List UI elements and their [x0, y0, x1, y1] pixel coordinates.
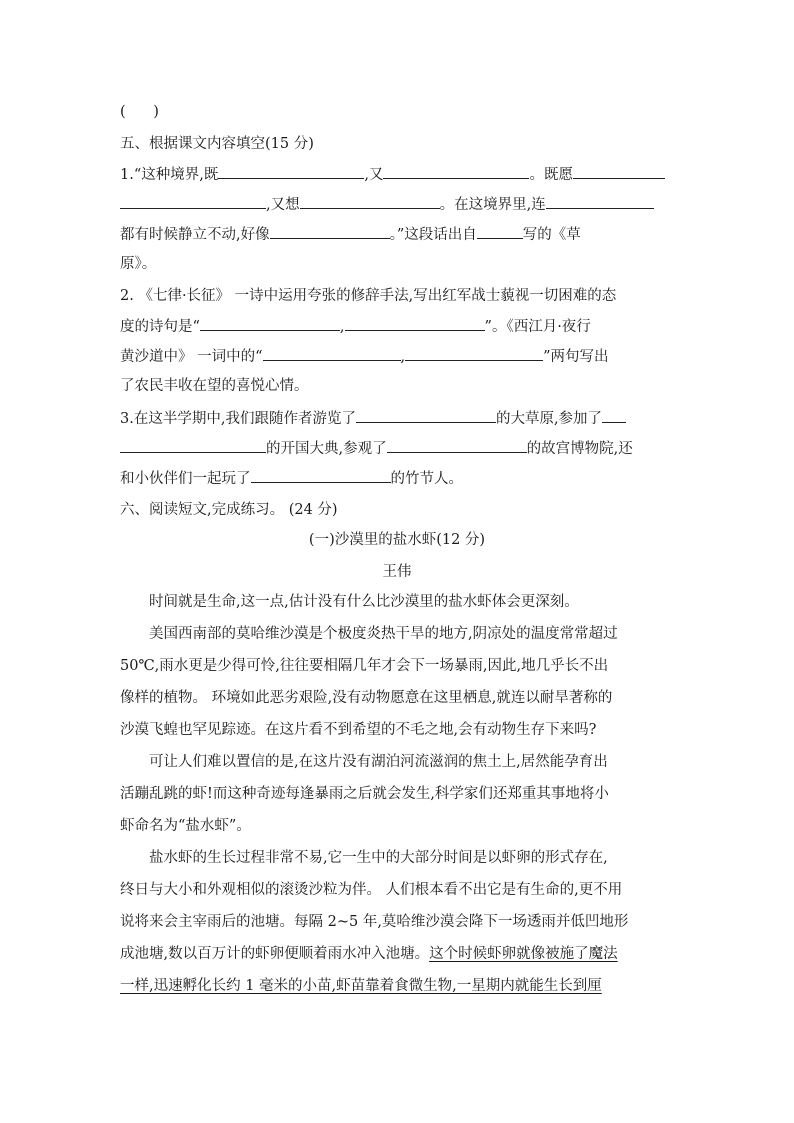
q3-text: 的大草原,参加了 [495, 411, 603, 427]
q1-text: 。既愿 [529, 167, 573, 183]
q3-text: 和小伙伴们一起玩了 [120, 471, 251, 487]
answer-blank[interactable] [120, 436, 266, 453]
answer-blank[interactable] [477, 222, 523, 239]
passage-author: 王伟 [382, 564, 412, 580]
paragraph-4-line: 终日与大小和外观相似的滚烫沙粒为伴。 人们根本看不出它是有生命的,更不用 [120, 882, 623, 898]
paragraph-text: 成池塘,数以百万计的虾卵便顺着雨水冲入池塘。 [120, 946, 430, 962]
q2-line-1: 2. 《七律·长征》 一诗中运用夸张的修辞手法,写出红军战士藐视一切困难的态 [120, 288, 617, 304]
answer-blank[interactable] [270, 222, 390, 239]
q2-text: , [400, 349, 406, 365]
q3-line-3 [120, 466, 674, 490]
paragraph-4-line-underlined [120, 974, 674, 998]
paragraph-4-line: 盐水虾的生长过程非常不易,它一生中的大部分时间是以虾卵的形式存在, [149, 850, 608, 866]
q1-line-4: 原》。 [120, 256, 157, 272]
q1-text: ,又想 [266, 197, 300, 213]
q2-line-2 [120, 314, 674, 338]
q1-text: 。”这段话出自 [389, 227, 477, 243]
q2-text: ”两句写出 [543, 349, 609, 365]
q1-text: 都有时候静立不动,好像 [120, 227, 270, 243]
answer-blank[interactable] [251, 466, 391, 483]
paragraph-2-line: 美国西南部的莫哈维沙漠是个极度炎热干旱的地方,阴凉处的温度常常超过 [149, 626, 618, 642]
answer-blank[interactable] [602, 406, 626, 423]
paragraph-1: 时间就是生命,这一点,估计没有什么比沙漠里的盐水虾体会更深刻。 [149, 594, 579, 610]
paragraph-2-line: 沙漠飞蝗也罕见踪迹。在这片看不到希望的不毛之地,会有动物生存下来吗? [120, 722, 597, 738]
q2-line-3 [120, 344, 674, 368]
answer-blank[interactable] [383, 162, 529, 179]
paragraph-3-line: 活蹦乱跳的虾!而这种奇迹每逢暴雨之后就会发生,科学家们还郑重其事地将小 [120, 786, 609, 802]
q1-text: ,又 [364, 167, 384, 183]
paragraph-3-line: 虾命名为“盐水虾”。 [120, 818, 251, 834]
answer-blank[interactable] [546, 192, 654, 209]
paragraph-4-line: 说将来会主宰雨后的池塘。每隔 2~5 年,莫哈维沙漠会降下一场透雨并低凹地形 [120, 914, 629, 930]
paragraph-3-line: 可让人们难以置信的是,在这片没有湖泊河流滋润的焦土上,居然能孕育出 [149, 754, 608, 770]
section-5-title: 五、根据课文内容填空(15 分) [120, 136, 314, 152]
q3-line-2 [120, 436, 674, 460]
answer-bracket [120, 100, 674, 124]
paragraph-4-line [120, 942, 674, 966]
q3-text: 的开国大典,参观了 [266, 441, 387, 457]
answer-blank[interactable] [405, 344, 543, 361]
passage-title: (一)沙漠里的盐水虾(12 分) [308, 532, 486, 548]
answer-blank[interactable] [387, 436, 527, 453]
section-6-title: 六、阅读短文,完成练习。 (24 分) [120, 502, 338, 518]
q2-line-4: 了农民丰收在望的喜悦心情。 [120, 378, 309, 394]
q3-line-1 [120, 406, 674, 430]
q1-text: 写的《草 [522, 227, 581, 243]
answer-blank[interactable] [300, 192, 440, 209]
answer-blank[interactable] [200, 314, 340, 331]
paragraph-2-line: 像样的植物。 环境如此恶劣艰险,没有动物愿意在这里栖息,就连以耐旱著称的 [120, 690, 613, 706]
q1-line-3 [120, 222, 674, 246]
underlined-sentence: 这个时候虾卵就像被施了魔法 [429, 946, 618, 962]
answer-blank[interactable] [345, 314, 485, 331]
answer-blank[interactable] [120, 192, 266, 209]
answer-blank[interactable] [263, 344, 401, 361]
q3-text: 3.在这半学期中,我们跟随作者游览了 [120, 411, 356, 427]
q1-text: 1.“这种境界,既 [120, 167, 219, 183]
q3-text: 的竹节人。 [390, 471, 463, 487]
bracket-text: ( ) [120, 104, 159, 120]
q2-text: ”。《西江月·夜行 [484, 319, 591, 335]
q2-text: 度的诗句是“ [120, 319, 200, 335]
paragraph-2-line: 50℃,雨水更是少得可怜,往往要相隔几年才会下一场暴雨,因此,地几乎长不出 [120, 658, 609, 674]
q1-line-2 [120, 192, 674, 216]
q1-line-1 [120, 162, 674, 186]
q1-text: 。在这境界里,连 [439, 197, 546, 213]
q2-text: , [339, 319, 345, 335]
answer-blank[interactable] [356, 406, 496, 423]
answer-blank[interactable] [573, 162, 665, 179]
q2-text: 黄沙道中》 一词中的“ [120, 349, 263, 365]
q3-text: 的故宫博物院,还 [526, 441, 633, 457]
underlined-sentence: 一样,迅速孵化长约 1 毫米的小苗,虾苗靠着食微生物,一星期内就能生长到厘 [120, 978, 602, 994]
answer-blank[interactable] [218, 162, 364, 179]
